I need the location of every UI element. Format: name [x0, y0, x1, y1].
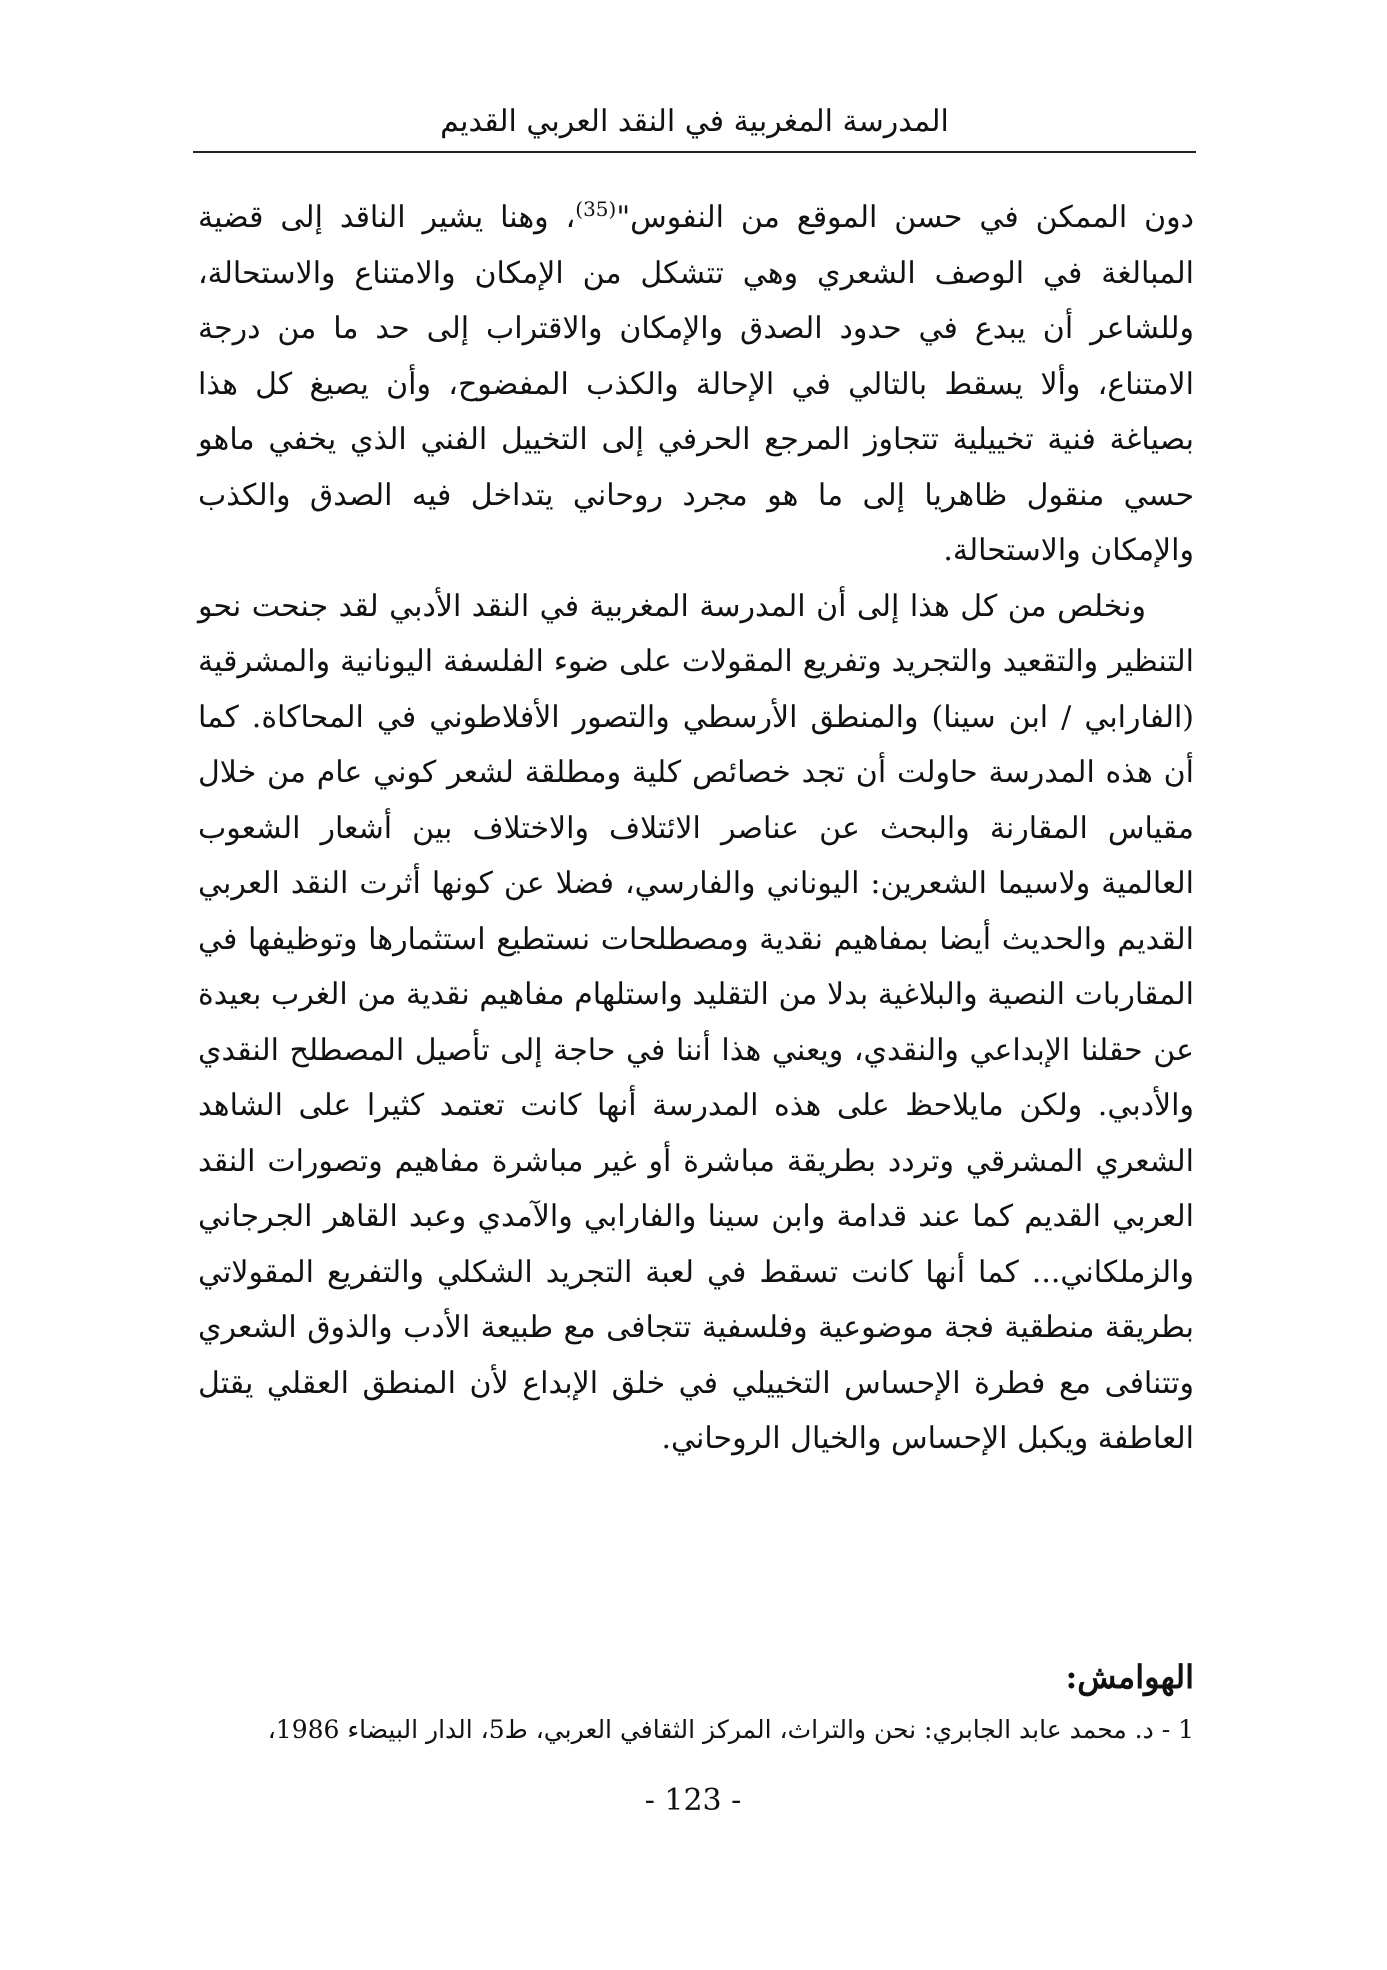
running-header: المدرسة المغربية في النقد العربي القديم	[440, 104, 949, 139]
paragraph-1	[198, 190, 1194, 579]
paragraph-1-rest: ، وهنا يشير الناقد إلى قضية المبالغة في الوصف الشعري وهي تتشكل من الإمكان والامتناع والاستحالة، وللشاعر أن يبدع في حدود الصدق والإمكان والاقتراب إلى حد ما من درجة الامتناع، وألا يسقط بالتالي في الإحالة والكذب المفضوح، وأن يصيغ كل هذا بصياغة فنية تخييلية تتجاوز المرجع الحرفي إلى التخييل الفني الذي يخفي ماهو حسي منقول ظاهريا إلى ما هو مجرد روحاني يتداخل فيه الصدق والكذب والإمكان والاستحالة.	[198, 200, 1194, 568]
paragraph-1-start: دون الممكن في حسن الموقع من النفوس"	[616, 200, 1194, 235]
header-divider	[193, 151, 1196, 153]
body-text	[198, 190, 1194, 1467]
footnotes-heading: الهوامش:	[1065, 1658, 1194, 1696]
page-number: - 123 -	[644, 1783, 742, 1818]
footnote-item: 1 - د. محمد عابد الجابري: نحن والتراث، المركز الثقافي العربي، ط5، الدار البيضاء 1986،	[267, 1715, 1194, 1744]
paragraph-2: ونخلص من كل هذا إلى أن المدرسة المغربية في النقد الأدبي لقد جنحت نحو التنظير والتقعيد والتجريد وتفريع المقولات على ضوء الفلسفة اليونانية والمشرقية (الفارابي / ابن سينا) والمنطق الأرسطي والتصور الأفلاطوني في المحاكاة. كما أن هذه المدرسة حاولت أن تجد خصائص كلية ومطلقة لشعر كوني عام من خلال مقياس المقارنة والبحث عن عناصر الائتلاف والاختلاف بين أشعار الشعوب العالمية ولاسيما الشعرين: اليوناني والفارسي، فضلا عن كونها أثرت النقد العربي القديم والحديث أيضا بمفاهيم نقدية ومصطلحات نستطيع استثمارها وتوظيفها في المقاربات النصية والبلاغية بدلا من التقليد واستلهام مفاهيم نقدية من الغرب بعيدة عن حقلنا الإبداعي والنقدي، ويعني هذا أننا في حاجة إلى تأصيل المصطلح النقدي والأدبي. ولكن مايلاحظ على هذه المدرسة أنها كانت تعتمد كثيرا على الشاهد الشعري المشرقي وتردد بطريقة مباشرة أو غير مباشرة مفاهيم وتصورات النقد العربي القديم كما عند قدامة وابن سينا والفارابي والآمدي وعبد القاهر الجرجاني والزملكاني... كما أنها كانت تسقط في لعبة التجريد الشكلي والتفريع المقولاتي بطريقة منطقية فجة موضوعية وفلسفية تتجافى مع طبيعة الأدب والذوق الشعري وتتنافى مع فطرة الإحساس التخييلي في خلق الإبداع لأن المنطق العقلي يقتل العاطفة ويكبل الإحساس والخيال الروحاني.	[198, 588, 1194, 1456]
footnote-reference[interactable]: (35)	[575, 197, 617, 221]
